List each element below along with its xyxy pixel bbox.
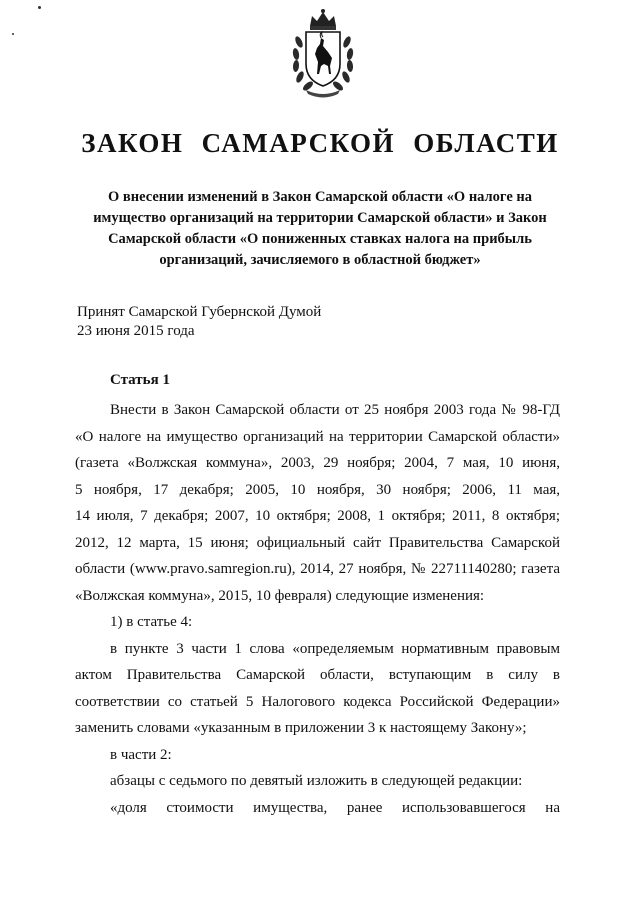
scan-speck — [12, 33, 14, 35]
article-body — [75, 397, 560, 821]
text-line: «О налоге на имущество организаций на территории Самарской области» — [75, 428, 560, 445]
text-line: в части 2: — [110, 746, 172, 763]
text-line: «доля стоимости имущества, ранее использовавшегося на — [110, 799, 560, 816]
text-line: области (www.pravo.samregion.ru), 2014, 27 ноября, № 22711140280; газета — [75, 561, 560, 577]
adoption-note — [77, 303, 321, 341]
text-line: 1) в статье 4: — [110, 614, 193, 630]
text-line: актом Правительства Самарской области, вступающим в силу в — [75, 667, 560, 683]
text-line: 5 ноября, 17 декабря; 2005, 10 ноября, 30 ноября; 2006, 11 мая, — [75, 481, 560, 498]
text-line: Внести в Закон Самарской области от 25 ноября 2003 года № 98-ГД — [110, 402, 560, 418]
law-subtitle — [70, 187, 570, 271]
subtitle-line: имущество организаций на территории Самарской области» и Закон — [93, 210, 547, 226]
text-line: 2012, 12 марта, 15 июня; официальный сайт Правительства Самарской — [75, 534, 560, 551]
adoption-date: 23 июня 2015 года — [77, 323, 195, 339]
law-title: ЗАКОН САМАРСКОЙ ОБЛАСТИ — [81, 128, 559, 158]
adopted-by: Принят Самарской Губернской Думой — [77, 304, 322, 320]
text-line: заменить словами «указанным в приложении 3 к настоящему Закону»; — [75, 720, 527, 736]
article-heading: Статья 1 — [110, 372, 170, 388]
text-line: «Волжская коммуна», 2015, 10 февраля) следующие изменения: — [75, 587, 485, 604]
subtitle-line: О внесении изменений в Закон Самарской области «О налоге на — [108, 189, 532, 205]
text-line: 14 июля, 7 декабря; 2007, 10 октября; 2008, 1 октября; 2011, 8 октября; — [75, 508, 560, 524]
text-line: соответствии со статьей 5 Налогового кодекса Российской Федерации» — [75, 693, 560, 710]
text-line: в пункте 3 части 1 слова «определяемым нормативным правовым — [110, 640, 560, 657]
text-line: абзацы с седьмого по девятый изложить в следующей редакции: — [110, 773, 523, 789]
text-line: (газета «Волжская коммуна», 2003, 29 ноября; 2004, 7 мая, 10 июня, — [75, 455, 560, 471]
subtitle-line: организаций, зачисляемого в областной бюджет» — [159, 252, 481, 268]
scan-speck — [38, 6, 41, 9]
samara-coat-of-arms-icon — [290, 8, 356, 98]
subtitle-line: Самарской области «О пониженных ставках налога на прибыль — [108, 231, 532, 247]
